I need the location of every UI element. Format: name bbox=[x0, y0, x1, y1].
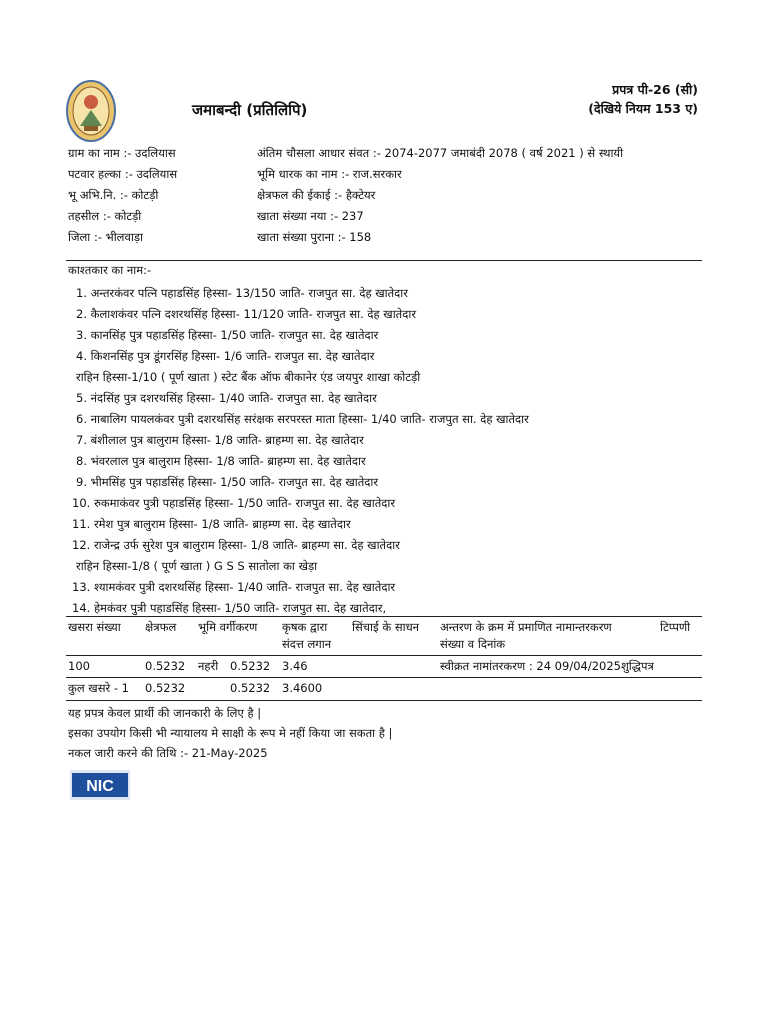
nic-logo bbox=[70, 770, 130, 800]
table-bottom-border bbox=[66, 700, 702, 701]
total-area: 0.5232 bbox=[145, 681, 186, 695]
cell-area: 0.5232 bbox=[145, 659, 186, 673]
owner-item: 10. रुकमाकंवर पुत्री पहाडसिंह हिस्सा- 1/50 जाति- राजपुत सा. देह खातेदार bbox=[72, 496, 396, 510]
account-number-new: खाता संख्या नया :- 237 bbox=[257, 209, 364, 223]
owner-item: 11. रमेश पुत्र बालुराम हिस्सा- 1/8 जाति- ब्राहम्ण सा. देह खातेदार bbox=[72, 517, 351, 531]
form-number-label: प्रपत्र पी-26 (सी) bbox=[612, 82, 698, 97]
page-title: जमाबन्दी (प्रतिलिपि) bbox=[192, 101, 308, 119]
owner-item: 12. राजेन्द्र उर्फ सुरेश पुत्र बालुराम हिस्सा- 1/8 जाति- ब्राहम्ण सा. देह खातेदार bbox=[72, 538, 400, 552]
footer-info-note: यह प्रपत्र केवल प्रार्थी की जानकारी के लिए है | bbox=[68, 706, 262, 720]
cell-rent: 3.46 bbox=[282, 659, 308, 673]
owners-heading: काश्तकार का नाम:- bbox=[68, 263, 152, 277]
owner-item: 4. किशनसिंह पुत्र डूंगरसिंह हिस्सा- 1/6 जाति- राजपुत सा. देह खातेदार bbox=[76, 349, 375, 363]
col-rent: कृषक द्वारा संदत्त लगान bbox=[282, 620, 332, 651]
cell-khasra: 100 bbox=[68, 659, 90, 673]
owner-item: 9. भीमसिंह पुत्र पहाडसिंह हिस्सा- 1/50 जाति- राजपुत सा. देह खातेदार bbox=[76, 475, 379, 489]
cell-land-type: नहरी bbox=[198, 659, 219, 673]
village-details bbox=[68, 143, 177, 248]
col-area: क्षेत्रफल bbox=[145, 620, 177, 634]
owner-item: 13. श्यामकंवर पुत्री दशरथसिंह हिस्सा- 1/40 जाति- राजपुत सा. देह खातेदार bbox=[72, 580, 396, 594]
col-remarks: टिप्पणी bbox=[660, 620, 691, 634]
owner-item: 2. कैलाशकंवर पत्नि दशरथसिंह हिस्सा- 11/120 जाति- राजपुत सा. देह खातेदार bbox=[76, 307, 417, 321]
issue-date: नकल जारी करने की तिथि :- 21-May-2025 bbox=[68, 746, 268, 760]
owner-item: 6. नाबालिग पायलकंवर पुत्री दशरथसिंह सरंक्षक सरपरस्त माता हिस्सा- 1/40 जाति- राजपुत सा. देह खातेदार bbox=[76, 412, 529, 426]
owner-item: 5. नंदसिंह पुत्र दशरथसिंह हिस्सा- 1/40 जाति- राजपुत सा. देह खातेदार bbox=[76, 391, 377, 405]
tehsil: तहसील :- कोटड़ी bbox=[68, 209, 142, 223]
village-name: ग्राम का नाम :- उदलियास bbox=[68, 146, 176, 160]
cell-mutation: स्वीक्रत नामांतरकरण : 24 09/04/2025शुद्धिपत्र bbox=[440, 659, 654, 673]
total-rent: 3.4600 bbox=[282, 681, 323, 695]
col-land-type: भूमि वर्गीकरण bbox=[198, 620, 258, 634]
col-mutation: अन्तरण के क्रम में प्रमाणित नामान्तरकरण संख्या व दिनांक bbox=[440, 620, 612, 651]
row-bottom-border bbox=[66, 677, 702, 678]
total-label: कुल खसरे - 1 bbox=[68, 681, 129, 695]
total-land-area: 0.5232 bbox=[230, 681, 271, 695]
owner-item: 1. अन्तरकंवर पत्नि पहाडसिंह हिस्सा- 13/150 जाति- राजपुत सा. देह खातेदार bbox=[76, 286, 408, 300]
owner-item: 3. कानसिंह पुत्र पहाडसिंह हिस्सा- 1/50 जाति- राजपुत सा. देह खातेदार bbox=[76, 328, 379, 342]
mortgage-note: राहिन हिस्सा-1/10 ( पूर्ण खाता ) स्टेट बैंक ऑफ बीकानेर एंड जयपुर शाखा कोटड़ी bbox=[76, 370, 421, 384]
divider bbox=[66, 260, 702, 261]
area-unit: क्षेत्रफल की ईकाई :- हैक्टेयर bbox=[257, 188, 376, 202]
owners-list bbox=[74, 283, 529, 619]
cell-land-area: 0.5232 bbox=[230, 659, 271, 673]
account-details bbox=[257, 143, 623, 248]
header-bottom-border bbox=[66, 655, 702, 656]
rule-reference: (देखिये नियम 153 ए) bbox=[588, 101, 698, 116]
settlement-basis: अंतिम चौसला आधार संवत :- 2074-2077 जमाबंदी 2078 ( वर्ष 2021 ) से स्थायी bbox=[257, 146, 624, 160]
form-number bbox=[588, 80, 698, 118]
owner-item: 8. भंवरलाल पुत्र बालुराम हिस्सा- 1/8 जाति- ब्राहम्ण सा. देह खातेदार bbox=[76, 454, 366, 468]
account-number-old: खाता संख्या पुराना :- 158 bbox=[257, 230, 372, 244]
footer-legal-note: इसका उपयोग किसी भी न्यायालय मे साक्षी के रूप मे नहीं किया जा सकता है | bbox=[68, 726, 393, 740]
owner-item: 14. हेमकंवर पुत्री पहाडसिंह हिस्सा- 1/50 जाति- राजपुत सा. देह खातेदार, bbox=[72, 601, 387, 615]
district: जिला :- भीलवाड़ा bbox=[68, 230, 143, 244]
footer-notes bbox=[68, 703, 392, 763]
col-irrigation: सिंचाई के साधन bbox=[352, 620, 420, 634]
patwar-halka: पटवार हल्का :- उदलियास bbox=[68, 167, 178, 181]
land-record-inspector: भू अभि.नि. :- कोटड़ी bbox=[68, 188, 159, 202]
government-emblem-icon bbox=[66, 80, 116, 142]
mortgage-note: राहिन हिस्सा-1/8 ( पूर्ण खाता ) G S S सातोला का खेड़ा bbox=[76, 559, 318, 573]
owner-item: 7. बंशीलाल पुत्र बालुराम हिस्सा- 1/8 जाति- ब्राहम्ण सा. देह खातेदार bbox=[76, 433, 364, 447]
table-top-border bbox=[66, 616, 702, 617]
col-khasra: खसरा संख्या bbox=[68, 620, 121, 634]
land-holder-name: भूमि धारक का नाम :- राज.सरकार bbox=[257, 167, 402, 181]
nic-logo-text: NIC bbox=[86, 778, 114, 795]
